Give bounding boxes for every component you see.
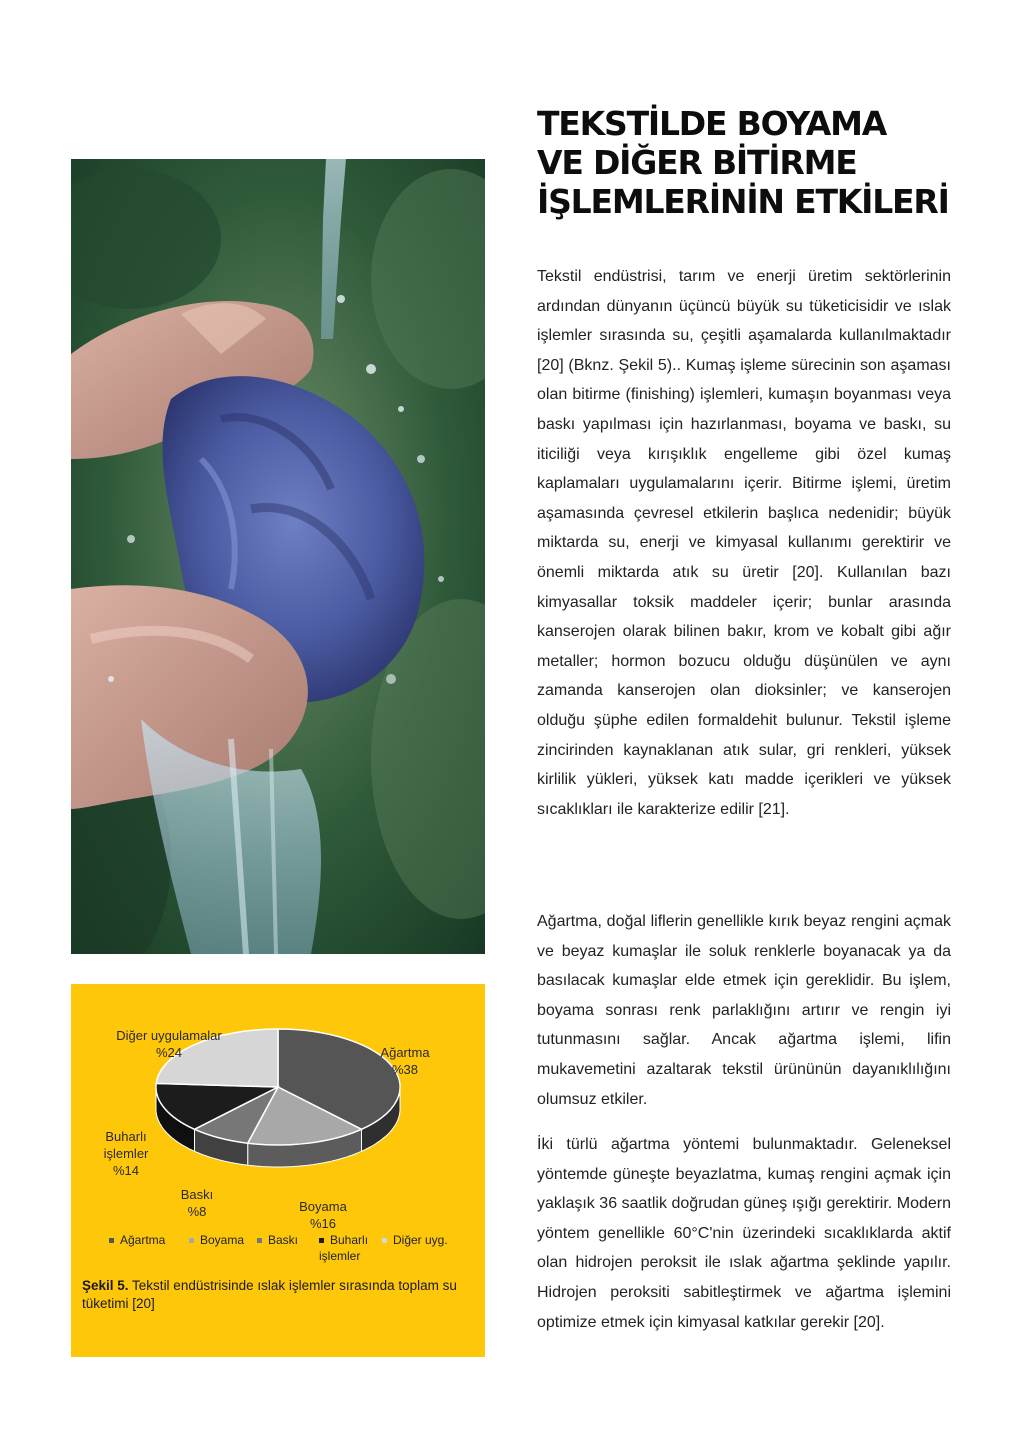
paragraph-3: İki türlü ağartma yöntemi bulunmaktadır. Geleneksel yöntemde güneşte beyazlatma, kumaş rengini açmak için yaklaşık 36 saatlik doğrudan güneş ışığı gerektirir. Modern yöntem genellikle 60°C'nin üzerindeki sıcaklıklarda aktif olan hidrojen peroksit ile ıslak ağartma şeklinde yapılır. Hidrojen peroksiti sabitleştirmek ve ağartma işlemini optimize etmek için kimyasal katkılar gerekir [20].: [537, 1136, 951, 1331]
figure-5-panel: [71, 984, 485, 1357]
chart-legend: [109, 1232, 469, 1266]
label-buharli: Buharlı işlemler %14: [103, 1129, 149, 1178]
caption-text: Tekstil endüstrisinde ıslak işlemler sırasında toplam su tüketimi [20]: [82, 1278, 457, 1311]
legend-swatch: [109, 1238, 114, 1243]
legend-item: Diğer uyg.: [382, 1232, 448, 1248]
legend-item: Ağartma: [109, 1232, 165, 1248]
legend-item: Buharlı işlemler: [319, 1233, 369, 1263]
label-boyama: Boyama %16: [299, 1199, 347, 1231]
legend-swatch: [382, 1238, 387, 1243]
legend-swatch: [257, 1238, 262, 1243]
label-diger: Diğer uygulamalar %24: [116, 1028, 222, 1060]
title-line: İŞLEMLERİNİN ETKİLERİ: [537, 182, 949, 221]
fabric-washing-photo: [71, 159, 485, 954]
paragraph-1: Tekstil endüstrisi, tarım ve enerji üretim sektörlerinin ardından dünyanın üçüncü büyük su tüketicisidir ve ıslak işlemler sırasında su, çeşitli aşamalarda kullanılmaktadır [20] (Bknz. Şekil 5).. Kumaş işleme sürecinin son aşaması olan bitirme (finishing) işlemleri, kumaşın boyanması veya baskı yapılması için hazırlanması, boyama ve baskı, su iticiliği veya kırışıklık engelleme gibi özel kumaş kaplamaları uygulamalarını içerir. Bitirme işlemi, üretim aşamasında çevresel etkilerin başlıca nedenidir; büyük miktarda su, enerji ve kimyasal kullanımı gerektirir ve önemli miktarda atık su üretir [20]. Kullanılan bazı kimyasallar toksik maddeler içerir; bunlar arasında kanserojen olarak bilinen bakır, krom ve kobalt gibi ağır metaller; hormon bozucu olduğu düşünülen ve aynı zamanda kanserojen olan dioksinler; ve kanserojen olduğu şüphe edilen formaldehit bulunur. Tekstil işleme zincirinden kaynaklanan atık sular, gri renkleri, yüksek kirlilik yükleri, yüksek katı madde içerikleri ve yüksek sıcaklıkları ile karakterize edilir [21].: [537, 268, 951, 818]
title-line: VE DİĞER BİTİRME: [537, 143, 857, 182]
page-title: [537, 104, 977, 221]
figure-caption: [82, 1277, 462, 1313]
legend-swatch: [189, 1238, 194, 1243]
legend-item: Baskı: [257, 1232, 298, 1248]
legend-swatch: [319, 1238, 324, 1243]
title-line: TEKSTİLDE BOYAMA: [537, 104, 887, 143]
label-agartma: Ağartma %38: [380, 1045, 430, 1077]
label-baski: Baskı %8: [180, 1187, 214, 1219]
legend-item: Boyama: [189, 1232, 244, 1248]
caption-label: Şekil 5.: [82, 1278, 129, 1293]
paragraph-2: Ağartma, doğal liflerin genellikle kırık beyaz rengini açmak ve beyaz kumaşlar ile soluk renklerle boyanacak ya da basılacak kumaşlar elde etmek için gereklidir. Bu işlem, boyama sonrası renk parlaklığını artırır ve rengin iyi tutunmasını sağlar. Ancak ağartma işlemi, lifin mukavemetini azaltarak tekstil ürününün dayanıklılığını olumsuz etkiler.: [537, 913, 951, 1108]
